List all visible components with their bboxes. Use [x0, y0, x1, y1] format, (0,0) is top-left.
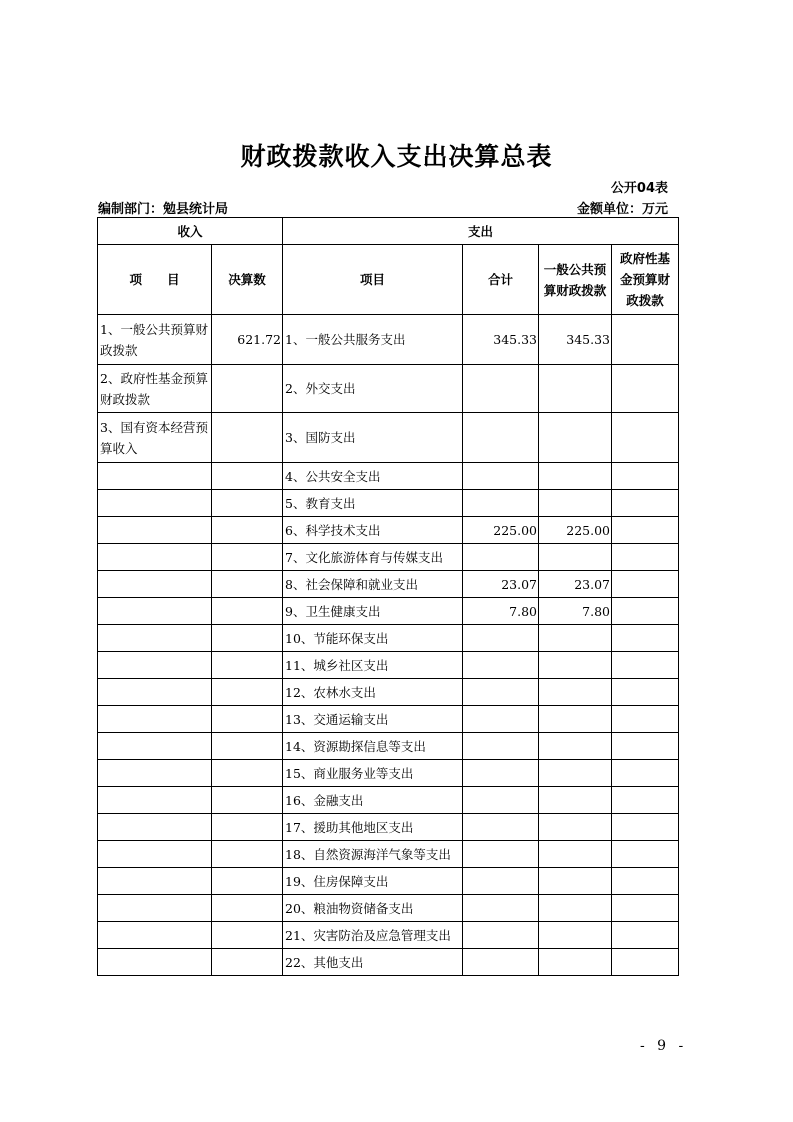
income-amount: [212, 365, 283, 413]
income-amount: [212, 413, 283, 463]
expense-fund: [612, 365, 679, 413]
expense-item: 13、交通运输支出: [283, 706, 463, 733]
table-row: [98, 706, 679, 733]
expense-total: [463, 814, 539, 841]
table-row: [98, 625, 679, 652]
income-item: [98, 463, 212, 490]
expense-fund: [612, 922, 679, 949]
table-row: [98, 490, 679, 517]
total-header: 合计: [463, 245, 539, 315]
table-row: [98, 787, 679, 814]
table-row: [98, 733, 679, 760]
income-amount: [212, 814, 283, 841]
expense-item: 9、卫生健康支出: [283, 598, 463, 625]
expense-total: [463, 760, 539, 787]
expense-total: [463, 679, 539, 706]
income-amount: [212, 922, 283, 949]
table-row: [98, 760, 679, 787]
expense-fund: [612, 679, 679, 706]
expense-general: [539, 365, 612, 413]
expense-item: 16、金融支出: [283, 787, 463, 814]
expense-general: [539, 625, 612, 652]
expense-general: 7.80: [539, 598, 612, 625]
income-item-header: 项 目: [98, 245, 212, 315]
final-amount-header: 决算数: [212, 245, 283, 315]
expense-item: 8、社会保障和就业支出: [283, 571, 463, 598]
table-row: [98, 868, 679, 895]
table-row: [98, 949, 679, 976]
expense-general: 345.33: [539, 315, 612, 365]
expense-item-header: 项目: [283, 245, 463, 315]
income-amount: [212, 679, 283, 706]
expense-item: 5、教育支出: [283, 490, 463, 517]
department-label: 编制部门：勉县统计局: [98, 202, 229, 217]
income-item: [98, 895, 212, 922]
table-row: [98, 544, 679, 571]
gov-fund-header: 政府性基金预算财政拨款: [612, 245, 679, 315]
expense-item: 1、一般公共服务支出: [283, 315, 463, 365]
expense-total: 225.00: [463, 517, 539, 544]
expense-total: [463, 733, 539, 760]
expense-header: 支出: [283, 218, 679, 245]
income-amount: [212, 571, 283, 598]
expense-item: 6、科学技术支出: [283, 517, 463, 544]
expense-item: 17、援助其他地区支出: [283, 814, 463, 841]
expense-general: 225.00: [539, 517, 612, 544]
expense-fund: [612, 841, 679, 868]
table-row: [98, 841, 679, 868]
expense-fund: [612, 895, 679, 922]
income-amount: [212, 868, 283, 895]
expense-fund: [612, 760, 679, 787]
expense-fund: [612, 625, 679, 652]
expense-fund: [612, 733, 679, 760]
table-row: [98, 922, 679, 949]
expense-item: 19、住房保障支出: [283, 868, 463, 895]
expense-fund: [612, 868, 679, 895]
expense-total: [463, 490, 539, 517]
expense-total: [463, 413, 539, 463]
income-item: [98, 949, 212, 976]
expense-fund: [612, 814, 679, 841]
income-amount: [212, 652, 283, 679]
income-item: [98, 652, 212, 679]
income-amount: [212, 544, 283, 571]
expense-item: 10、节能环保支出: [283, 625, 463, 652]
expense-general: [539, 544, 612, 571]
expense-item: 4、公共安全支出: [283, 463, 463, 490]
expense-total: [463, 706, 539, 733]
expense-total: [463, 787, 539, 814]
expense-general: [539, 841, 612, 868]
expense-item: 18、自然资源海洋气象等支出: [283, 841, 463, 868]
income-item: [98, 868, 212, 895]
expense-item: 14、资源勘探信息等支出: [283, 733, 463, 760]
income-header: 收入: [98, 218, 283, 245]
expense-general: [539, 868, 612, 895]
table-row: [98, 517, 679, 544]
income-item: [98, 679, 212, 706]
expense-total: [463, 868, 539, 895]
income-item: [98, 814, 212, 841]
income-amount: [212, 625, 283, 652]
income-item: 2、政府性基金预算财政拨款: [98, 365, 212, 413]
table-row: [98, 413, 679, 463]
table-row: [98, 652, 679, 679]
expense-general: [539, 706, 612, 733]
expense-fund: [612, 706, 679, 733]
table-row: [98, 315, 679, 365]
expense-total: [463, 841, 539, 868]
income-amount: [212, 841, 283, 868]
expense-general: [539, 814, 612, 841]
income-item: [98, 517, 212, 544]
income-amount: [212, 895, 283, 922]
expense-item: 12、农林水支出: [283, 679, 463, 706]
expense-fund: [612, 652, 679, 679]
expense-total: 23.07: [463, 571, 539, 598]
expense-total: 345.33: [463, 315, 539, 365]
expense-total: [463, 895, 539, 922]
income-amount: [212, 787, 283, 814]
expense-item: 2、外交支出: [283, 365, 463, 413]
table-code: 公开04表: [610, 181, 668, 196]
expense-fund: [612, 949, 679, 976]
income-item: [98, 733, 212, 760]
expense-total: [463, 544, 539, 571]
expense-total: [463, 922, 539, 949]
expense-item: 3、国防支出: [283, 413, 463, 463]
unit-label: 金额单位：万元: [576, 202, 668, 217]
income-amount: [212, 706, 283, 733]
expense-general: [539, 922, 612, 949]
income-amount: [212, 733, 283, 760]
expense-general: [539, 760, 612, 787]
expense-total: [463, 463, 539, 490]
expense-general: [539, 895, 612, 922]
income-item: [98, 787, 212, 814]
expense-total: [463, 949, 539, 976]
expense-item: 20、粮油物资储备支出: [283, 895, 463, 922]
expense-item: 22、其他支出: [283, 949, 463, 976]
table-row: [98, 598, 679, 625]
expense-total: [463, 652, 539, 679]
page-number: - 9 -: [640, 1038, 688, 1054]
table-row: [98, 679, 679, 706]
expense-total: [463, 625, 539, 652]
expense-general: [539, 490, 612, 517]
expense-fund: [612, 315, 679, 365]
income-item: [98, 922, 212, 949]
expense-fund: [612, 517, 679, 544]
expense-fund: [612, 787, 679, 814]
table-row: [98, 895, 679, 922]
income-item: [98, 544, 212, 571]
expense-item: 21、灾害防治及应急管理支出: [283, 922, 463, 949]
income-item: 1、一般公共预算财政拨款: [98, 315, 212, 365]
table-row: [98, 814, 679, 841]
income-item: [98, 490, 212, 517]
income-item: [98, 625, 212, 652]
expense-general: 23.07: [539, 571, 612, 598]
income-amount: [212, 760, 283, 787]
table-row: [98, 571, 679, 598]
expense-general: [539, 787, 612, 814]
expense-item: 7、文化旅游体育与传媒支出: [283, 544, 463, 571]
expense-fund: [612, 544, 679, 571]
expense-general: [539, 652, 612, 679]
income-item: [98, 760, 212, 787]
page-title: 财政拨款收入支出决算总表: [240, 142, 553, 171]
income-item: 3、国有资本经营预算收入: [98, 413, 212, 463]
table-row: [98, 463, 679, 490]
income-amount: [212, 517, 283, 544]
income-amount: [212, 490, 283, 517]
budget-table: [97, 217, 679, 976]
income-item: [98, 571, 212, 598]
expense-fund: [612, 571, 679, 598]
income-amount: [212, 463, 283, 490]
income-item: [98, 598, 212, 625]
expense-total: [463, 365, 539, 413]
expense-general: [539, 949, 612, 976]
expense-general: [539, 679, 612, 706]
income-item: [98, 706, 212, 733]
expense-general: [539, 463, 612, 490]
expense-fund: [612, 463, 679, 490]
income-amount: [212, 949, 283, 976]
expense-general: [539, 413, 612, 463]
expense-fund: [612, 413, 679, 463]
income-amount: 621.72: [212, 315, 283, 365]
expense-total: 7.80: [463, 598, 539, 625]
expense-fund: [612, 598, 679, 625]
expense-item: 11、城乡社区支出: [283, 652, 463, 679]
income-item: [98, 841, 212, 868]
expense-item: 15、商业服务业等支出: [283, 760, 463, 787]
expense-general: [539, 733, 612, 760]
table-row: [98, 365, 679, 413]
expense-fund: [612, 490, 679, 517]
general-budget-header: 一般公共预算财政拨款: [539, 245, 612, 315]
income-amount: [212, 598, 283, 625]
